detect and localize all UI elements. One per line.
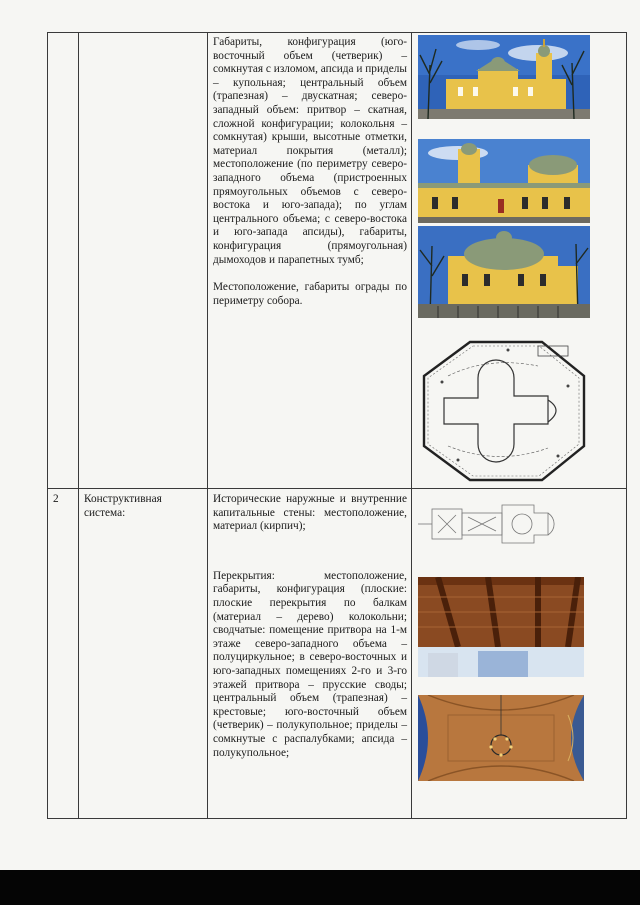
row-number: 2 <box>53 493 59 505</box>
row-description-cell <box>208 33 412 489</box>
church-photo-exterior-2 <box>418 139 590 223</box>
row-number <box>48 33 78 37</box>
description-paragraph: Перекрытия: местоположение, габариты, конфигурация (плоские: плоские перекрытия по балкам (материал – дерево) колокольни; сводчатые: помещение притвора на 1-м этаже северо-западного объема – полуциркульное; в северо-восточных и юго-западных помещениях 2-го и 3-го этажей притвора – прусские своды; центральный объем (трапезная) – крестовые; юго-восточный объем (четверик) – полукупольное; приделы – сомкнутые с распалубками; апсида – полукупольное; <box>213 569 407 759</box>
scan-bottom-band <box>0 870 640 905</box>
church-photo-exterior-1 <box>418 35 590 119</box>
table-row <box>48 489 627 819</box>
row-images-cell <box>412 489 627 819</box>
church-photo-exterior-3 <box>418 226 590 318</box>
floor-plan-drawing <box>418 493 590 555</box>
row-name-cell <box>79 33 208 489</box>
description-paragraph: Габариты, конфигурация (юго-восточный объем (четверик) – сомкнутая с изломом, апсида и приделы – купольная; центральный объем (трапезная) – двускатная; северо-западный объем: притвор – скатная, сложной конфигурации; колокольня – сомкнутая) крыши, высотные отметки, материал покрытия (металл); местоположение (по периметру северо-западного объема (пристроенных прямоугольных объемов с северо-востока и юго-запада); по углам центрального объема; с северо-востока и юго-запада апсиды), габариты, конфигурация (прямоугольная) дымоходов и парапетных тумб; <box>213 36 407 266</box>
row-name <box>79 33 207 37</box>
row-images-cell <box>412 33 627 489</box>
row-name-cell <box>79 489 208 819</box>
row-description-cell <box>208 489 412 819</box>
protection-subject-table <box>47 32 627 819</box>
table-row <box>48 33 627 489</box>
row-number-cell <box>48 489 79 819</box>
photo-wooden-ceiling <box>418 577 584 677</box>
photo-vaulted-ceiling <box>418 695 584 781</box>
row-number-cell <box>48 33 79 489</box>
description-paragraph: Местоположение, габариты ограды по периметру собора. <box>213 281 407 307</box>
site-plan-drawing <box>418 336 590 486</box>
row-name: Конструктивная система: <box>84 493 162 519</box>
description-paragraph: Исторические наружные и внутренние капитальные стены: местоположение, материал (кирпич); <box>213 493 407 533</box>
